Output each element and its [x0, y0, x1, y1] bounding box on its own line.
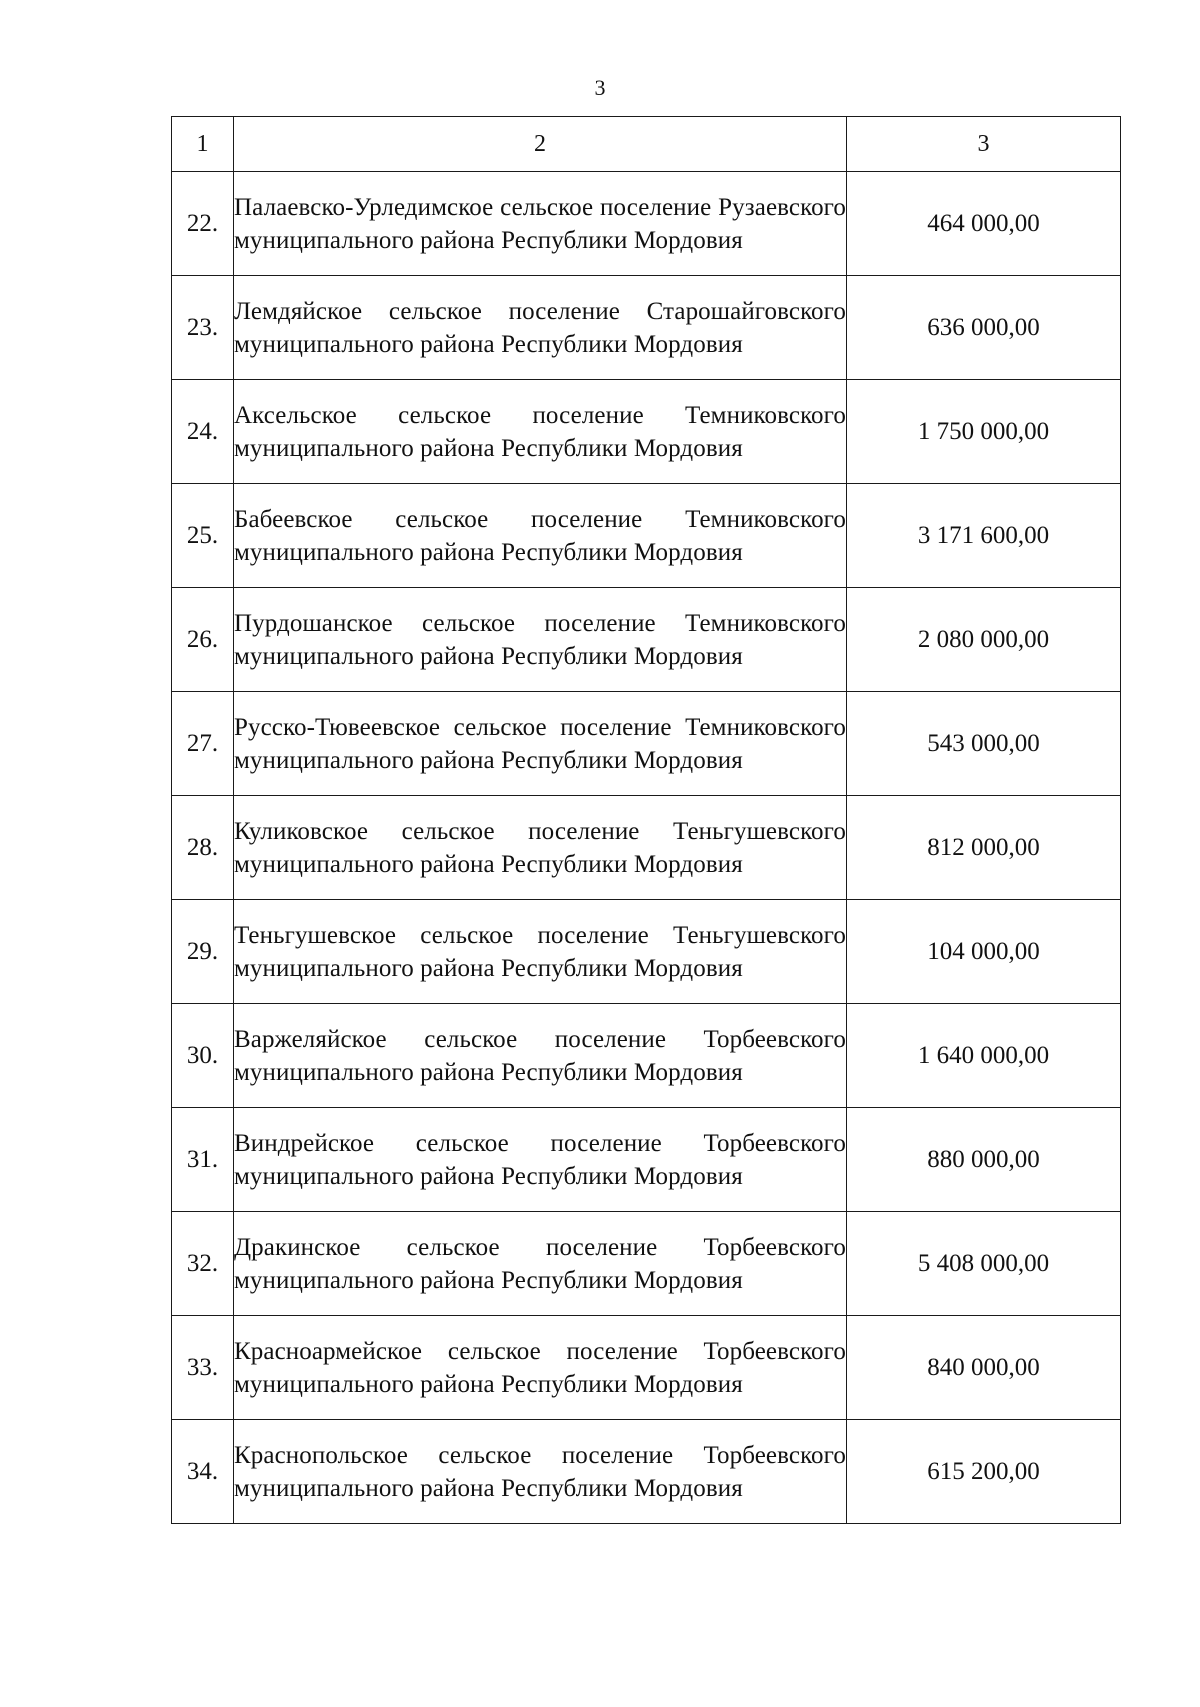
amount: 812 000,00: [847, 796, 1121, 900]
table-row: [172, 1108, 1121, 1212]
settlement-name: Куликовское сельское поселение Теньгушевского муниципального района Республики Мордовия: [234, 796, 847, 900]
table-row: [172, 692, 1121, 796]
table-row: [172, 172, 1121, 276]
amount: 1 640 000,00: [847, 1004, 1121, 1108]
row-number: 34.: [172, 1420, 234, 1524]
amount: 636 000,00: [847, 276, 1121, 380]
amount: 3 171 600,00: [847, 484, 1121, 588]
table-body: [172, 117, 1121, 1524]
table-row: [172, 796, 1121, 900]
row-number: 23.: [172, 276, 234, 380]
row-number: 22.: [172, 172, 234, 276]
row-number: 28.: [172, 796, 234, 900]
table-row: [172, 1212, 1121, 1316]
row-number: 27.: [172, 692, 234, 796]
table-row: [172, 1004, 1121, 1108]
row-number: 24.: [172, 380, 234, 484]
amount: 543 000,00: [847, 692, 1121, 796]
table-row: [172, 1420, 1121, 1524]
settlement-name: Виндрейское сельское поселение Торбеевского муниципального района Республики Мордовия: [234, 1108, 847, 1212]
table-row: [172, 484, 1121, 588]
settlement-name: Варжеляйское сельское поселение Торбеевского муниципального района Республики Мордовия: [234, 1004, 847, 1108]
column-header-2: 2: [234, 117, 847, 172]
data-table: [171, 116, 1121, 1524]
settlement-name: Палаевско-Урледимское сельское поселение Рузаевского муниципального района Республики Мордовия: [234, 172, 847, 276]
amount: 5 408 000,00: [847, 1212, 1121, 1316]
amount: 880 000,00: [847, 1108, 1121, 1212]
row-number: 30.: [172, 1004, 234, 1108]
row-number: 32.: [172, 1212, 234, 1316]
settlement-name: Аксельское сельское поселение Темниковского муниципального района Республики Мордовия: [234, 380, 847, 484]
table-row: [172, 900, 1121, 1004]
settlement-name: Теньгушевское сельское поселение Теньгушевского муниципального района Республики Мордовия: [234, 900, 847, 1004]
settlement-name: Дракинское сельское поселение Торбеевского муниципального района Республики Мордовия: [234, 1212, 847, 1316]
amount: 2 080 000,00: [847, 588, 1121, 692]
table-row: [172, 380, 1121, 484]
amount: 840 000,00: [847, 1316, 1121, 1420]
settlement-name: Бабеевское сельское поселение Темниковского муниципального района Республики Мордовия: [234, 484, 847, 588]
settlement-name: Краснопольское сельское поселение Торбеевского муниципального района Республики Мордовия: [234, 1420, 847, 1524]
table-row: [172, 588, 1121, 692]
amount: 464 000,00: [847, 172, 1121, 276]
row-number: 33.: [172, 1316, 234, 1420]
row-number: 29.: [172, 900, 234, 1004]
amount: 104 000,00: [847, 900, 1121, 1004]
row-number: 25.: [172, 484, 234, 588]
table-header-row: [172, 117, 1121, 172]
settlement-name: Красноармейское сельское поселение Торбеевского муниципального района Республики Мордовия: [234, 1316, 847, 1420]
settlement-name: Лемдяйское сельское поселение Старошайговского муниципального района Республики Мордовия: [234, 276, 847, 380]
row-number: 26.: [172, 588, 234, 692]
amount: 615 200,00: [847, 1420, 1121, 1524]
table-row: [172, 1316, 1121, 1420]
page-number: 3: [594, 75, 606, 100]
amount: 1 750 000,00: [847, 380, 1121, 484]
table-row: [172, 276, 1121, 380]
row-number: 31.: [172, 1108, 234, 1212]
column-header-3: 3: [847, 117, 1121, 172]
column-header-1: 1: [172, 117, 234, 172]
settlement-name: Русско-Тювеевское сельское поселение Темниковского муниципального района Республики Мордовия: [234, 692, 847, 796]
settlement-name: Пурдошанское сельское поселение Темниковского муниципального района Республики Мордовия: [234, 588, 847, 692]
